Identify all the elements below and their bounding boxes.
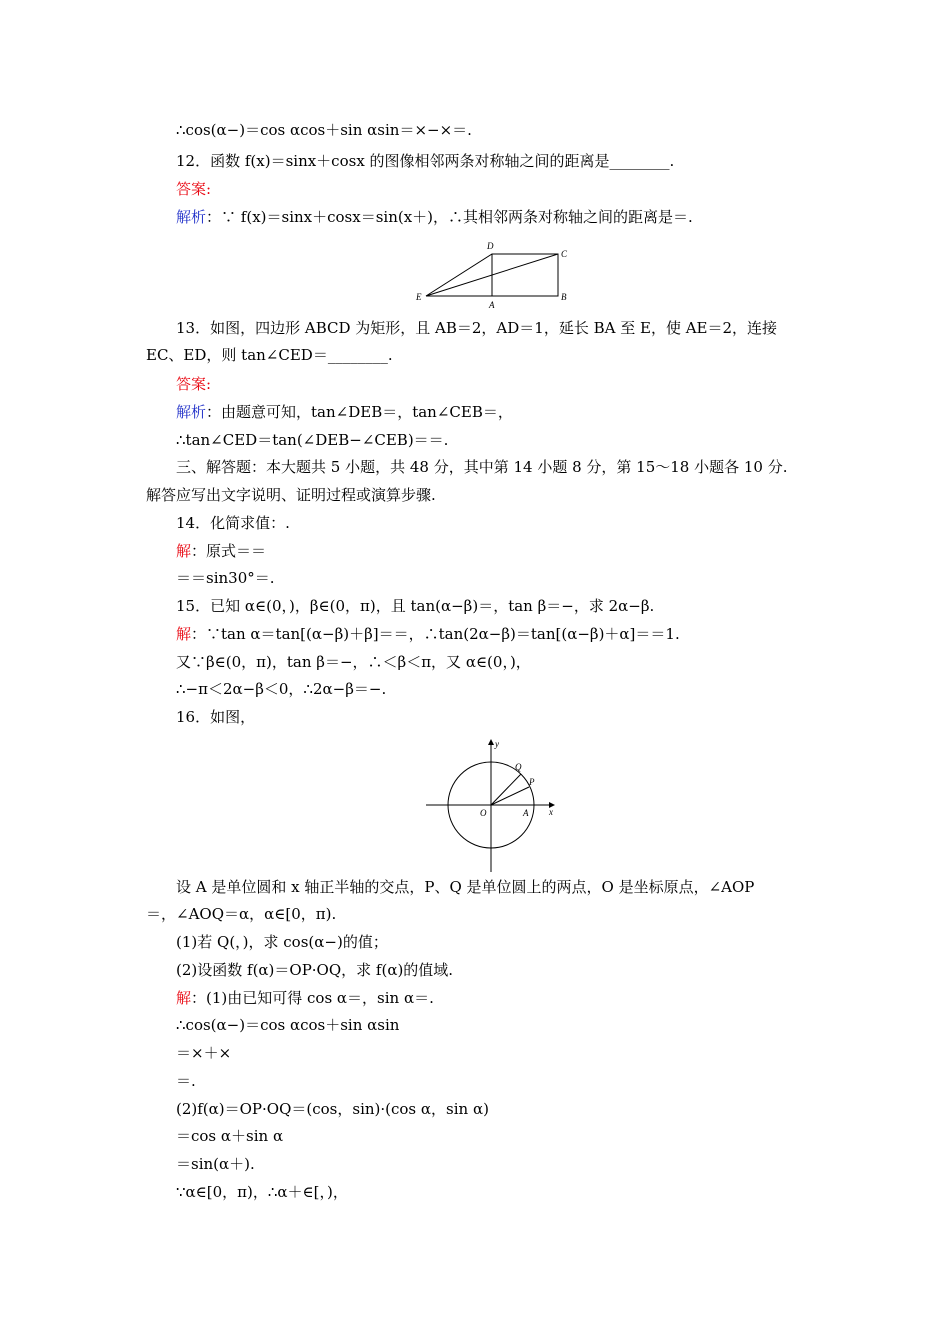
- section-heading: 三、解答题：本大题共 5 小题，共 48 分，其中第 14 小题 8 分，第 15～18 小题各 10 分.: [176, 458, 788, 476]
- text-line: ∴−π＜2α−β＜0，∴2α−β＝−.: [176, 680, 387, 698]
- label-b: B: [561, 292, 567, 302]
- analysis-text: ：由题意可知，tan∠DEB＝，tan∠CEB＝，: [206, 403, 513, 421]
- label-q: Q: [515, 762, 522, 772]
- solution-line: [176, 988, 434, 1008]
- solution-text: ：(1)由已知可得 cos α＝，sin α＝.: [191, 989, 434, 1007]
- rectangle-figure: [412, 238, 577, 314]
- answer-label: 答案:: [176, 180, 212, 198]
- segment-oq: [491, 774, 521, 805]
- text-line: 解答应写出文字说明、证明过程或演算步骤.: [146, 486, 436, 504]
- solution-line: [176, 541, 266, 561]
- text-line: ＝cos α＋sin α: [176, 1127, 284, 1145]
- question-15: 15．已知 α∈(0，)，β∈(0，π)，且 tan(α−β)＝，tan β＝−，求 2α−β.: [176, 597, 655, 615]
- text-line: ＝×＋×: [176, 1044, 232, 1062]
- analysis-line: [176, 207, 693, 227]
- label-x: x: [549, 807, 553, 817]
- sub-question-2: (2)设函数 f(α)＝OP·OQ，求 f(α)的值域.: [176, 961, 454, 979]
- label-a: A: [523, 808, 529, 818]
- segment-op: [491, 787, 529, 805]
- text-line: (2)f(α)＝OP·OQ＝(cos，sin)·(cos α，sin α): [176, 1100, 489, 1118]
- text-line: EC、ED，则 tan∠CED＝________.: [146, 346, 393, 364]
- question-12: 12．函数 f(x)＝sinx＋cosx 的图像相邻两条对称轴之间的距离是________.: [176, 152, 675, 170]
- rectangle-abcd: [492, 254, 558, 296]
- label-e: E: [416, 292, 422, 302]
- text-line: ＝.: [176, 1072, 196, 1090]
- analysis-text: ：∵ f(x)＝sinx＋cosx＝sin(x＋)，∴其相邻两条对称轴之间的距离是＝.: [206, 208, 693, 226]
- analysis-label: 解析: [176, 208, 207, 226]
- text-line: ∴cos(α−)＝cos αcos＋sin αsin＝×−×＝.: [176, 121, 472, 139]
- label-p: P: [529, 777, 535, 787]
- question-13: 13．如图，四边形 ABCD 为矩形，且 AB＝2，AD＝1，延长 BA 至 E，使 AE＝2，连接: [176, 319, 778, 337]
- text-line: 设 A 是单位圆和 x 轴正半轴的交点，P、Q 是单位圆上的两点，O 是坐标原点，∠AOP: [176, 878, 755, 896]
- solution-label: 解: [176, 542, 192, 560]
- unit-circle-figure: [424, 736, 564, 876]
- label-c: C: [561, 249, 568, 259]
- question-16: 16．如图，: [176, 708, 256, 726]
- text-line: ＝，∠AOQ＝α，α∈[0，π).: [146, 905, 337, 923]
- label-d: D: [487, 241, 494, 251]
- solution-line: [176, 624, 680, 644]
- segment-ed: [426, 254, 492, 296]
- question-14: 14．化简求值：.: [176, 514, 290, 532]
- label-a: A: [489, 300, 495, 310]
- analysis-line: [176, 402, 513, 422]
- solution-text: ：∵tan α＝tan[(α−β)＋β]＝＝，∴tan(2α−β)＝tan[(α−β)＋α]＝＝1.: [191, 625, 680, 643]
- text-line: ＝＝sin30°＝.: [176, 569, 275, 587]
- sub-question-1: (1)若 Q(，)，求 cos(α−)的值；: [176, 933, 388, 951]
- text-line: ＝sin(α＋).: [176, 1155, 255, 1173]
- text-line: ∵α∈[0，π)，∴α＋∈[，)，: [176, 1183, 348, 1201]
- text-line: ∴cos(α−)＝cos αcos＋sin αsin: [176, 1016, 400, 1034]
- text-line: ∴tan∠CED＝tan(∠DEB−∠CEB)＝＝.: [176, 431, 449, 449]
- solution-label: 解: [176, 989, 192, 1007]
- analysis-label: 解析: [176, 403, 207, 421]
- text-line: 又∵β∈(0，π)，tan β＝−，∴＜β＜π，又 α∈(0，)，: [176, 653, 531, 671]
- answer-label: 答案:: [176, 375, 212, 393]
- label-y: y: [495, 739, 499, 749]
- label-o: O: [480, 808, 487, 818]
- solution-label: 解: [176, 625, 192, 643]
- solution-text: ：原式＝＝: [191, 542, 267, 560]
